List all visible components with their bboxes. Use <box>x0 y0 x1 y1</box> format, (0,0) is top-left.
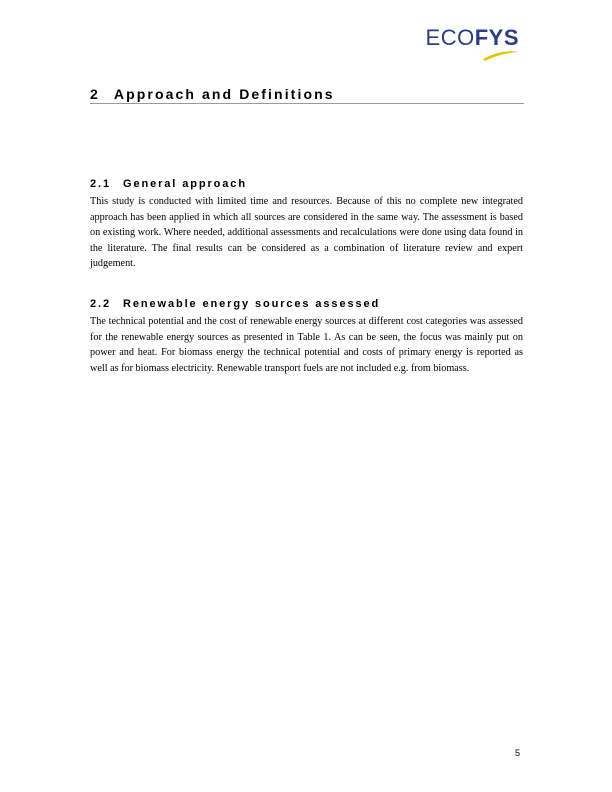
section-general-approach <box>90 177 523 272</box>
logo-swoosh-icon <box>439 46 519 62</box>
section-paragraph: This study is conducted with limited time and resources. Because of this no complete new integrated approach has been applied in which all sources are considered in the same way. The assessment is based on existing work. Where needed, additional assessments and recalculations were done using data found in the literature. The final results can be considered as a combination of literature review and expert judgement. <box>90 196 523 270</box>
logo-text-fys: FYS <box>474 25 519 50</box>
ecofys-logo <box>425 25 519 62</box>
section-paragraph: The technical potential and the cost of renewable energy sources at different cost categories was assessed for the renewable energy sources as presented in Table 1. As can be seen, the focus was mainly put on power and heat. For biomass energy the technical potential and costs of primary energy is reported as well as for biomass electricity. Renewable transport fuels are not included e.g. from biomass. <box>90 316 523 374</box>
page-number: 5 <box>514 748 520 758</box>
logo-text-eco: ECO <box>425 25 475 50</box>
section-title: General approach <box>123 178 247 190</box>
section-number: 2.1 <box>90 178 111 190</box>
section-title: Renewable energy sources assessed <box>123 298 381 310</box>
section-heading <box>90 177 523 191</box>
chapter-title <box>90 86 524 104</box>
section-heading <box>90 297 523 311</box>
section-renewable-energy-sources <box>90 297 523 376</box>
section-number: 2.2 <box>90 298 111 310</box>
chapter-number: 2 <box>90 86 100 102</box>
chapter-title-text: Approach and Definitions <box>113 86 335 102</box>
